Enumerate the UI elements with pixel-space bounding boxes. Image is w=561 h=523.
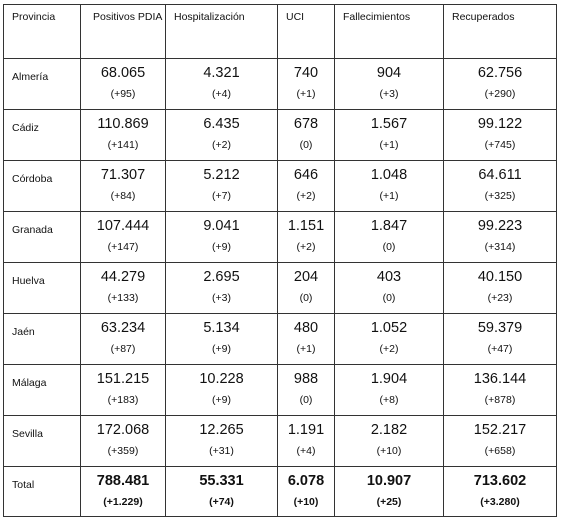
hospitalizacion-daily-change: (+9) bbox=[212, 394, 231, 406]
cell-fallecimientos bbox=[335, 467, 444, 517]
cell-uci bbox=[278, 110, 335, 161]
cell-recuperados bbox=[444, 467, 557, 517]
header-provincia: Provincia bbox=[4, 5, 81, 59]
cell-fallecimientos bbox=[335, 263, 444, 314]
recuperados-daily-change: (+290) bbox=[484, 88, 516, 100]
positivos-daily-change: (+141) bbox=[107, 139, 139, 151]
cell-fallecimientos bbox=[335, 314, 444, 365]
fallecimientos-daily-change: (+8) bbox=[379, 394, 399, 406]
uci-value: 740 bbox=[293, 65, 319, 81]
fallecimientos-value: 1.567 bbox=[370, 116, 408, 132]
cell-uci bbox=[278, 416, 335, 467]
positivos-value: 68.065 bbox=[100, 65, 146, 81]
header-positivos: Positivos PDIA bbox=[81, 5, 166, 59]
covid-table-wrapper bbox=[3, 4, 557, 517]
recuperados-value: 152.217 bbox=[473, 422, 527, 438]
positivos-daily-change: (+359) bbox=[107, 445, 139, 457]
cell-hospitalizacion bbox=[166, 110, 278, 161]
recuperados-value: 64.611 bbox=[478, 167, 522, 183]
cell-positivos bbox=[81, 263, 166, 314]
positivos-daily-change: (+95) bbox=[110, 88, 136, 100]
uci-value: 1.191 bbox=[287, 422, 325, 438]
province-name: Granada bbox=[4, 212, 81, 263]
cell-positivos bbox=[81, 416, 166, 467]
cell-recuperados bbox=[444, 416, 557, 467]
cell-positivos bbox=[81, 467, 166, 517]
header-recuperados: Recuperados bbox=[444, 5, 557, 59]
recuperados-value: 99.223 bbox=[477, 218, 523, 234]
fallecimientos-daily-change: (+1) bbox=[379, 190, 399, 202]
cell-uci bbox=[278, 161, 335, 212]
uci-daily-change: (+4) bbox=[296, 445, 316, 457]
positivos-value: 788.481 bbox=[96, 473, 150, 489]
fallecimientos-value: 1.048 bbox=[370, 167, 408, 183]
cell-fallecimientos bbox=[335, 212, 444, 263]
cell-uci bbox=[278, 365, 335, 416]
recuperados-daily-change: (+47) bbox=[487, 343, 513, 355]
cell-recuperados bbox=[444, 110, 557, 161]
table-row bbox=[4, 365, 557, 416]
province-name: Almería bbox=[4, 59, 81, 110]
positivos-value: 63.234 bbox=[100, 320, 146, 336]
province-name: Sevilla bbox=[4, 416, 81, 467]
positivos-value: 44.279 bbox=[100, 269, 146, 285]
fallecimientos-daily-change: (+3) bbox=[379, 88, 399, 100]
positivos-daily-change: (+1.229) bbox=[103, 496, 143, 508]
positivos-value: 71.307 bbox=[100, 167, 146, 183]
uci-daily-change: (+1) bbox=[296, 88, 316, 100]
uci-daily-change: (+1) bbox=[296, 343, 316, 355]
recuperados-value: 40.150 bbox=[477, 269, 523, 285]
cell-hospitalizacion bbox=[166, 365, 278, 416]
table-row bbox=[4, 416, 557, 467]
uci-value: 678 bbox=[293, 116, 319, 132]
hospitalizacion-daily-change: (+2) bbox=[212, 139, 231, 151]
cell-positivos bbox=[81, 314, 166, 365]
cell-uci bbox=[278, 263, 335, 314]
fallecimientos-value: 1.052 bbox=[370, 320, 408, 336]
hospitalizacion-value: 4.321 bbox=[203, 65, 240, 81]
uci-value: 1.151 bbox=[287, 218, 325, 234]
province-name: Córdoba bbox=[4, 161, 81, 212]
province-name: Total bbox=[4, 467, 81, 517]
fallecimientos-value: 403 bbox=[376, 269, 402, 285]
header-row bbox=[4, 5, 557, 59]
fallecimientos-daily-change: (0) bbox=[382, 292, 396, 304]
cell-uci bbox=[278, 314, 335, 365]
cell-positivos bbox=[81, 365, 166, 416]
recuperados-daily-change: (+878) bbox=[484, 394, 516, 406]
cell-uci bbox=[278, 212, 335, 263]
positivos-daily-change: (+87) bbox=[110, 343, 136, 355]
hospitalizacion-daily-change: (+9) bbox=[212, 343, 231, 355]
cell-positivos bbox=[81, 161, 166, 212]
cell-positivos bbox=[81, 59, 166, 110]
recuperados-daily-change: (+325) bbox=[484, 190, 516, 202]
cell-fallecimientos bbox=[335, 161, 444, 212]
table-row bbox=[4, 110, 557, 161]
recuperados-daily-change: (+23) bbox=[487, 292, 513, 304]
fallecimientos-value: 1.904 bbox=[370, 371, 408, 387]
cell-uci bbox=[278, 59, 335, 110]
hospitalizacion-value: 10.228 bbox=[199, 371, 244, 387]
recuperados-daily-change: (+658) bbox=[484, 445, 516, 457]
header-uci: UCI bbox=[278, 5, 335, 59]
hospitalizacion-value: 6.435 bbox=[203, 116, 240, 132]
hospitalizacion-daily-change: (+3) bbox=[212, 292, 231, 304]
uci-daily-change: (+2) bbox=[296, 190, 316, 202]
fallecimientos-daily-change: (+10) bbox=[376, 445, 402, 457]
fallecimientos-daily-change: (+2) bbox=[379, 343, 399, 355]
hospitalizacion-daily-change: (+9) bbox=[212, 241, 231, 253]
positivos-value: 151.215 bbox=[96, 371, 150, 387]
cell-recuperados bbox=[444, 59, 557, 110]
uci-daily-change: (+10) bbox=[293, 496, 319, 508]
cell-hospitalizacion bbox=[166, 314, 278, 365]
recuperados-value: 136.144 bbox=[473, 371, 527, 387]
hospitalizacion-daily-change: (+31) bbox=[209, 445, 234, 457]
cell-fallecimientos bbox=[335, 59, 444, 110]
positivos-value: 110.869 bbox=[97, 116, 149, 132]
cell-fallecimientos bbox=[335, 416, 444, 467]
hospitalizacion-daily-change: (+7) bbox=[212, 190, 231, 202]
recuperados-value: 713.602 bbox=[473, 473, 527, 489]
positivos-value: 172.068 bbox=[96, 422, 150, 438]
positivos-daily-change: (+133) bbox=[107, 292, 139, 304]
province-name: Jaén bbox=[4, 314, 81, 365]
uci-daily-change: (0) bbox=[299, 139, 313, 151]
recuperados-value: 99.122 bbox=[477, 116, 523, 132]
province-name: Huelva bbox=[4, 263, 81, 314]
fallecimientos-value: 2.182 bbox=[370, 422, 408, 438]
table-row bbox=[4, 59, 557, 110]
recuperados-daily-change: (+314) bbox=[484, 241, 516, 253]
cell-recuperados bbox=[444, 263, 557, 314]
cell-fallecimientos bbox=[335, 365, 444, 416]
table-body bbox=[4, 59, 557, 517]
fallecimientos-value: 10.907 bbox=[366, 473, 412, 489]
recuperados-daily-change: (+745) bbox=[484, 139, 516, 151]
header-hospitalizacion: Hospitalización bbox=[166, 5, 278, 59]
province-name: Cádiz bbox=[4, 110, 81, 161]
recuperados-daily-change: (+3.280) bbox=[480, 496, 520, 508]
cell-hospitalizacion bbox=[166, 212, 278, 263]
uci-daily-change: (0) bbox=[299, 394, 313, 406]
cell-hospitalizacion bbox=[166, 263, 278, 314]
hospitalizacion-value: 5.134 bbox=[203, 320, 240, 336]
table-row bbox=[4, 212, 557, 263]
cell-hospitalizacion bbox=[166, 467, 278, 517]
cell-recuperados bbox=[444, 212, 557, 263]
cell-fallecimientos bbox=[335, 110, 444, 161]
recuperados-value: 59.379 bbox=[477, 320, 523, 336]
table-row bbox=[4, 314, 557, 365]
positivos-daily-change: (+147) bbox=[107, 241, 139, 253]
cell-positivos bbox=[81, 212, 166, 263]
positivos-value: 107.444 bbox=[96, 218, 150, 234]
hospitalizacion-value: 9.041 bbox=[203, 218, 240, 234]
cell-recuperados bbox=[444, 161, 557, 212]
uci-daily-change: (0) bbox=[299, 292, 313, 304]
table-row bbox=[4, 263, 557, 314]
hospitalizacion-value: 2.695 bbox=[203, 269, 240, 285]
table-row bbox=[4, 161, 557, 212]
province-name: Málaga bbox=[4, 365, 81, 416]
fallecimientos-value: 1.847 bbox=[370, 218, 408, 234]
cell-positivos bbox=[81, 110, 166, 161]
uci-value: 988 bbox=[293, 371, 319, 387]
hospitalizacion-value: 12.265 bbox=[199, 422, 244, 438]
hospitalizacion-daily-change: (+74) bbox=[209, 496, 234, 508]
fallecimientos-value: 904 bbox=[376, 65, 402, 81]
fallecimientos-daily-change: (+1) bbox=[379, 139, 399, 151]
cell-hospitalizacion bbox=[166, 416, 278, 467]
covid-provinces-table bbox=[3, 4, 557, 517]
fallecimientos-daily-change: (0) bbox=[382, 241, 396, 253]
uci-value: 6.078 bbox=[287, 473, 325, 489]
total-row bbox=[4, 467, 557, 517]
recuperados-value: 62.756 bbox=[477, 65, 523, 81]
uci-value: 480 bbox=[293, 320, 319, 336]
hospitalizacion-value: 55.331 bbox=[199, 473, 244, 489]
header-fallecimientos: Fallecimientos bbox=[335, 5, 444, 59]
cell-recuperados bbox=[444, 314, 557, 365]
fallecimientos-daily-change: (+25) bbox=[376, 496, 402, 508]
cell-hospitalizacion bbox=[166, 161, 278, 212]
hospitalizacion-value: 5.212 bbox=[203, 167, 240, 183]
positivos-daily-change: (+84) bbox=[110, 190, 136, 202]
cell-hospitalizacion bbox=[166, 59, 278, 110]
positivos-daily-change: (+183) bbox=[107, 394, 139, 406]
cell-recuperados bbox=[444, 365, 557, 416]
uci-value: 204 bbox=[293, 269, 319, 285]
cell-uci bbox=[278, 467, 335, 517]
uci-daily-change: (+2) bbox=[296, 241, 316, 253]
uci-value: 646 bbox=[293, 167, 319, 183]
hospitalizacion-daily-change: (+4) bbox=[212, 88, 231, 100]
